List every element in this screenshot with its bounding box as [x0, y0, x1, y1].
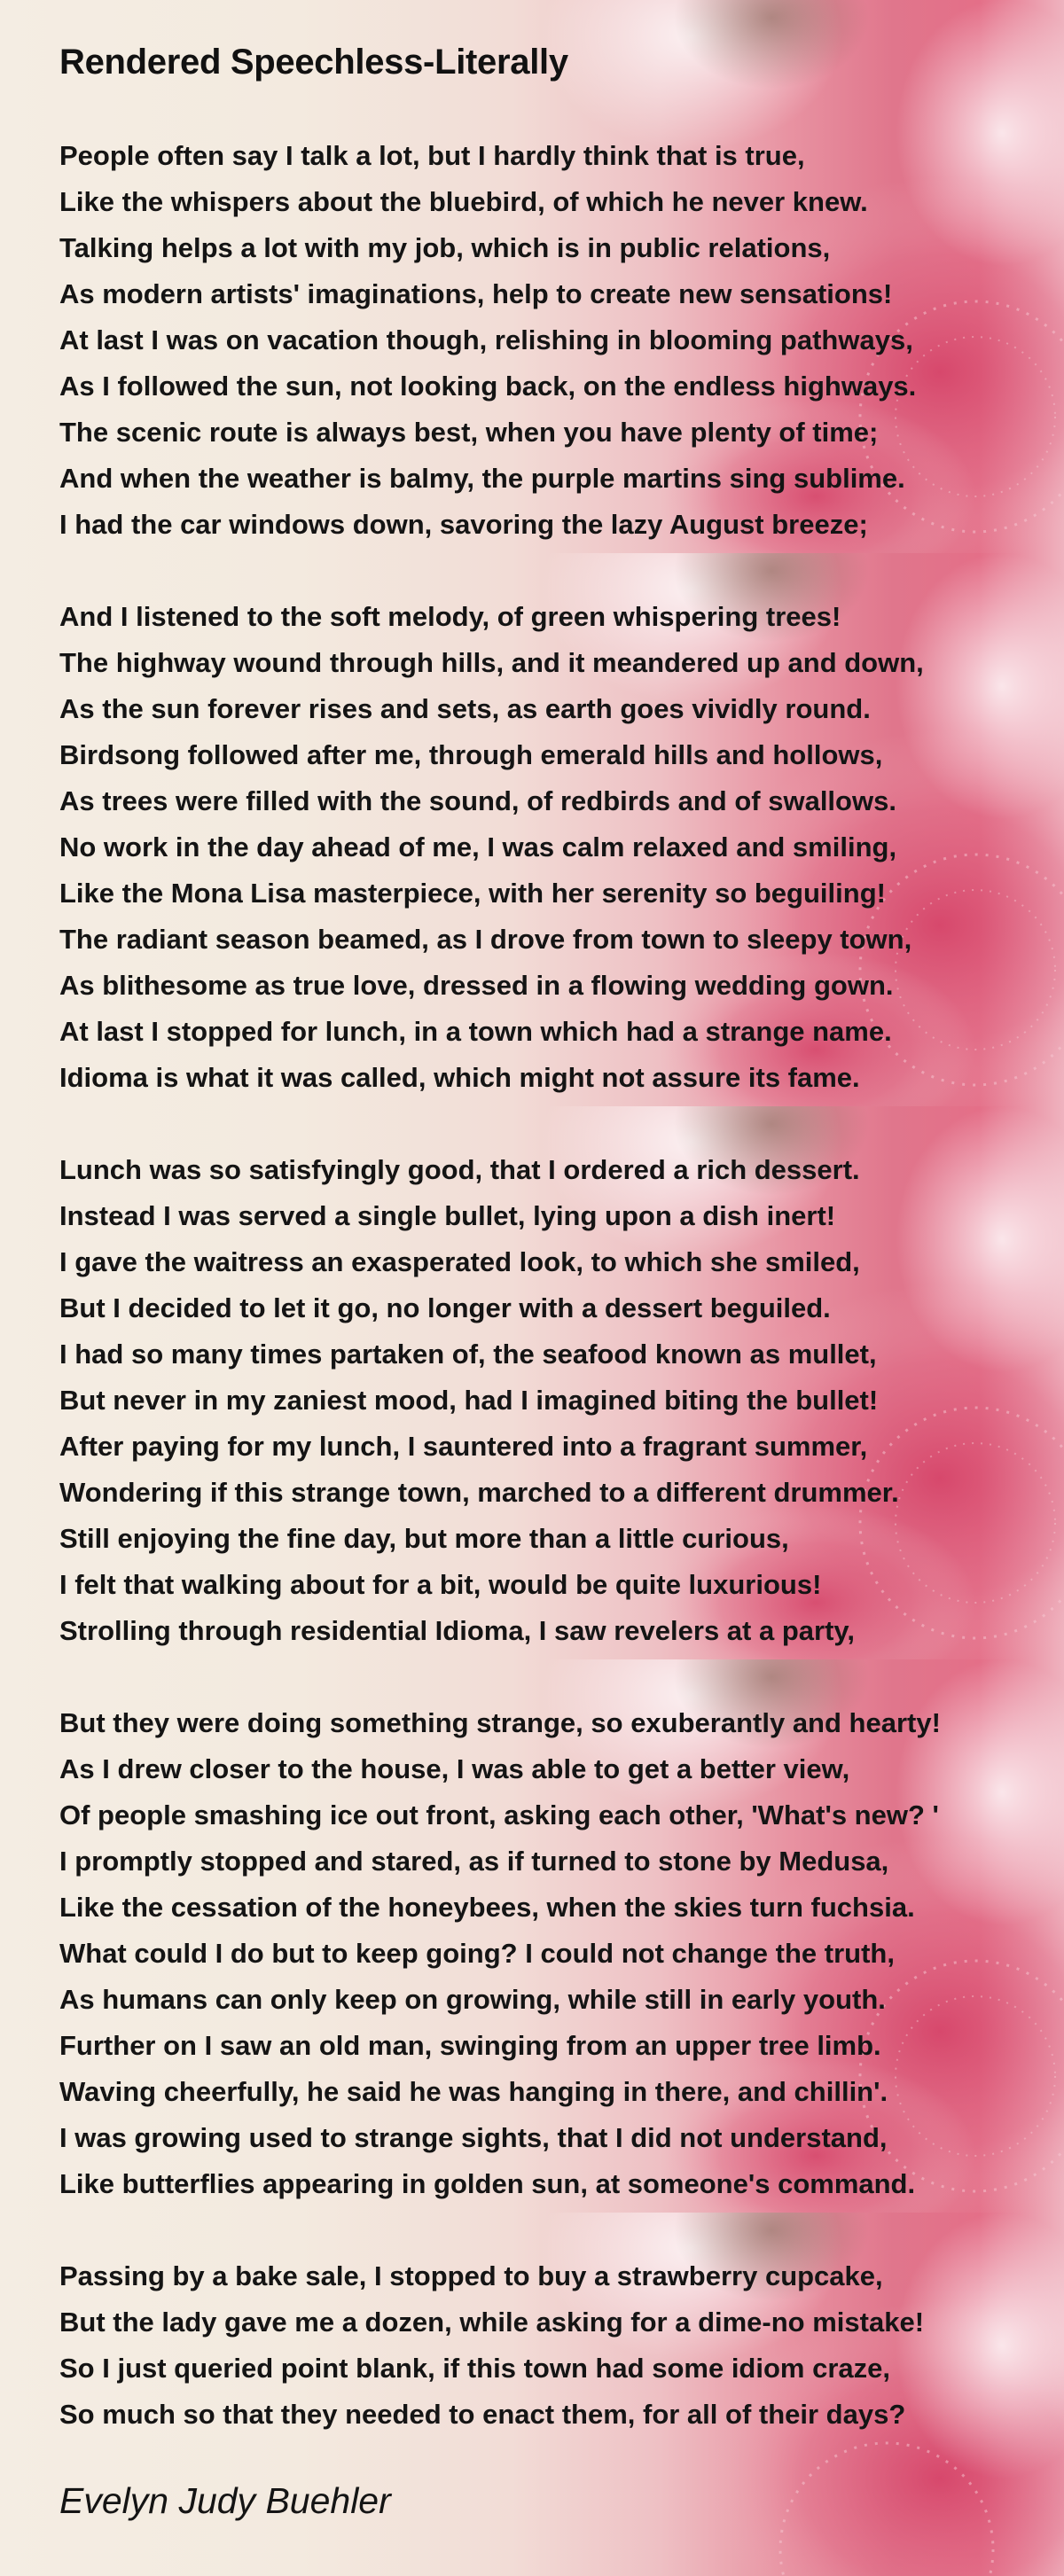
poem-line: Waving cheerfully, he said he was hanging in there, and chillin'.: [59, 2076, 888, 2107]
poem-line: Wondering if this strange town, marched to a different drummer.: [59, 1477, 899, 1508]
poem-line: As blithesome as true love, dressed in a flowing wedding gown.: [59, 970, 894, 1001]
poem-line: Like the cessation of the honeybees, when the skies turn fuchsia.: [59, 1892, 915, 1923]
poem-line: The radiant season beamed, as I drove from town to sleepy town,: [59, 924, 912, 955]
poem-line: So much so that they needed to enact them, for all of their days?: [59, 2399, 906, 2430]
stanza-3: [59, 1147, 1052, 1654]
poem-line: Lunch was so satisfyingly good, that I ordered a rich dessert.: [59, 1154, 860, 1185]
poem-line: Of people smashing ice out front, asking each other, 'What's new? ': [59, 1799, 939, 1831]
poem-line: As I followed the sun, not looking back, on the endless highways.: [59, 371, 917, 402]
poem-line: I had the car windows down, savoring the lazy August breeze;: [59, 509, 868, 540]
poem-line: The scenic route is always best, when you have plenty of time;: [59, 417, 879, 448]
poem-line: As I drew closer to the house, I was able to get a better view,: [59, 1753, 850, 1784]
poem-line: But never in my zaniest mood, had I imagined biting the bullet!: [59, 1385, 879, 1416]
poem-line: Further on I saw an old man, swinging from an upper tree limb.: [59, 2030, 881, 2061]
poem-line: And I listened to the soft melody, of green whispering trees!: [59, 601, 841, 632]
poem-line: People often say I talk a lot, but I hardly think that is true,: [59, 140, 805, 171]
poem-line: After paying for my lunch, I sauntered into a fragrant summer,: [59, 1431, 868, 1462]
poem-line: Birdsong followed after me, through emerald hills and hollows,: [59, 739, 883, 770]
poem-line: Like the whispers about the bluebird, of which he never knew.: [59, 186, 868, 217]
poem-line: And when the weather is balmy, the purple martins sing sublime.: [59, 463, 905, 494]
stanza-2: [59, 594, 1052, 1101]
poem-line: No work in the day ahead of me, I was calm relaxed and smiling,: [59, 831, 897, 863]
poem-line: As humans can only keep on growing, while still in early youth.: [59, 1984, 886, 2015]
stanza-1: [59, 133, 1052, 548]
poem-line: Strolling through residential Idioma, I saw revelers at a party,: [59, 1615, 855, 1646]
poem-line: But I decided to let it go, no longer with a dessert beguiled.: [59, 1292, 831, 1323]
poem-line: Still enjoying the fine day, but more than a little curious,: [59, 1523, 789, 1554]
poem-line: I promptly stopped and stared, as if turned to stone by Medusa,: [59, 1846, 889, 1877]
poem-line: Talking helps a lot with my job, which is in public relations,: [59, 232, 831, 263]
poem-line: Like butterflies appearing in golden sun, at someone's command.: [59, 2168, 916, 2199]
poem-line: The highway wound through hills, and it meandered up and down,: [59, 647, 924, 678]
poem-line: I had so many times partaken of, the seafood known as mullet,: [59, 1339, 877, 1370]
poem-line: I gave the waitress an exasperated look, to which she smiled,: [59, 1246, 860, 1277]
poem-line: But the lady gave me a dozen, while asking for a dime-no mistake!: [59, 2307, 925, 2338]
poem-line: As modern artists' imaginations, help to create new sensations!: [59, 278, 893, 309]
poem-line: Passing by a bake sale, I stopped to buy a strawberry cupcake,: [59, 2260, 883, 2291]
poem-line: As the sun forever rises and sets, as earth goes vividly round.: [59, 693, 871, 724]
poem-line: At last I was on vacation though, relishing in blooming pathways,: [59, 324, 913, 355]
stanza-5: [59, 2253, 1052, 2438]
stanza-4: [59, 1700, 1052, 2207]
poem-line: At last I stopped for lunch, in a town which had a strange name.: [59, 1016, 892, 1047]
poem-line: Like the Mona Lisa masterpiece, with her serenity so beguiling!: [59, 878, 886, 909]
poem-line: I was growing used to strange sights, that I did not understand,: [59, 2122, 888, 2153]
poem-line: I felt that walking about for a bit, would be quite luxurious!: [59, 1569, 822, 1600]
poem-line: As trees were filled with the sound, of redbirds and of swallows.: [59, 785, 896, 816]
poem-line: But they were doing something strange, so exuberantly and hearty!: [59, 1707, 941, 1738]
poem-line: Idioma is what it was called, which might not assure its fame.: [59, 1062, 860, 1093]
poem-author: Evelyn Judy Buehler: [59, 2480, 391, 2521]
poem-title: Rendered Speechless-Literally: [59, 43, 568, 82]
poem-line: What could I do but to keep going? I could not change the truth,: [59, 1938, 895, 1969]
poem-line: Instead I was served a single bullet, lying upon a dish inert!: [59, 1200, 836, 1231]
poem-line: So I just queried point blank, if this town had some idiom craze,: [59, 2353, 890, 2384]
